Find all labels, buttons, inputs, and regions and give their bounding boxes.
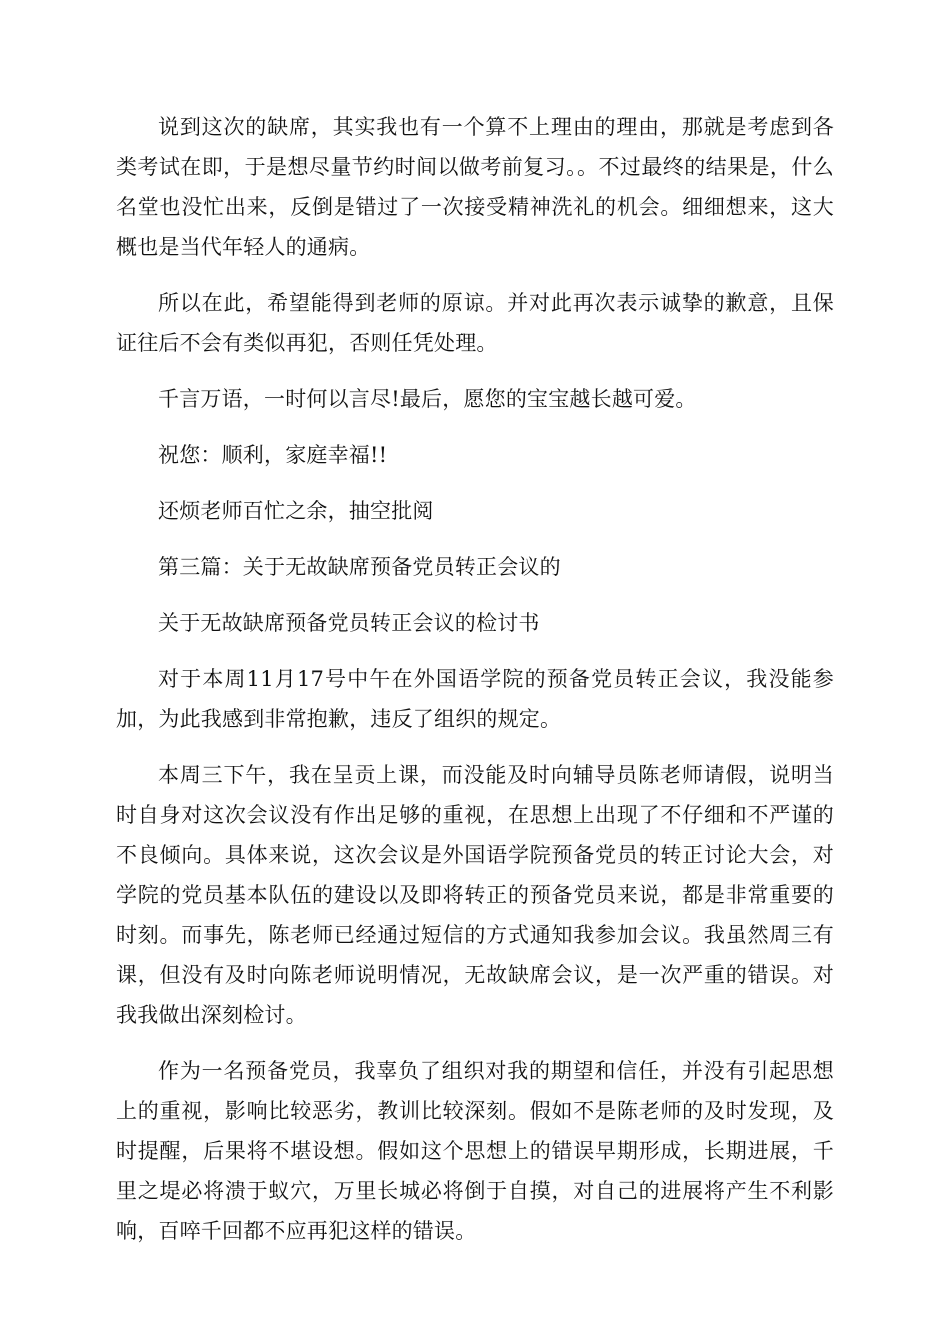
paragraph-blessing: 祝您：顺利，家庭幸福!! bbox=[158, 443, 388, 467]
section-heading-third: 第三篇：关于无故缺席预备党员转正会议的 bbox=[158, 555, 561, 579]
paragraph-closing-wish: 千言万语，一时何以言尽!最后，愿您的宝宝越长越可爱。 bbox=[158, 387, 697, 411]
paragraph-absence-reason: 说到这次的缺席，其实我也有一个算不上理由的理由，那就是考虑到各类考试在即，于是想尽量节约时间以做考前复习。。不过最终的结果是，什么名堂也没忙出来，反倒是错过了一次接受精神洗礼的机会。细细想来，这大概也是当代年轻人的通病。 bbox=[116, 115, 834, 259]
paragraph-explanation: 本周三下午，我在呈贡上课，而没能及时向辅导员陈老师请假，说明当时自身对这次会议没有作出足够的重视，在思想上出现了不仔细和不严谨的不良倾向。具体来说，这次会议是外国语学院预备党员的转正讨论大会，对学院的党员基本队伍的建设以及即将转正的预备党员来说，都是非常重要的时刻。而事先，陈老师已经通过短信的方式通知我参加会议。我虽然周三有课，但没有及时向陈老师说明情况，无故缺席会议，是一次严重的错误。对我我做出深刻检讨。 bbox=[116, 763, 834, 1027]
paragraph-meeting-absence: 对于本周11月17号中午在外国语学院的预备党员转正会议，我没能参加，为此我感到非常抱歉，违反了组织的规定。 bbox=[116, 667, 834, 731]
paragraph-apology: 所以在此，希望能得到老师的原谅。并对此再次表示诚挚的歉意，且保证往后不会有类似再犯，否则任凭处理。 bbox=[116, 291, 834, 355]
document-body bbox=[116, 107, 834, 1267]
document-title: 关于无故缺席预备党员转正会议的检讨书 bbox=[158, 611, 540, 635]
paragraph-request-review: 还烦老师百忙之余，抽空批阅 bbox=[158, 499, 434, 523]
paragraph-reflection: 作为一名预备党员，我辜负了组织对我的期望和信任，并没有引起思想上的重视，影响比较恶劣，教训比较深刻。假如不是陈老师的及时发现，及时提醒，后果将不堪设想。假如这个思想上的错误早期形成，长期进展，千里之堤必将溃于蚁穴，万里长城必将倒于自摸，对自己的进展将产生不利影响，百啐千回都不应再犯这样的错误。 bbox=[116, 1059, 834, 1243]
